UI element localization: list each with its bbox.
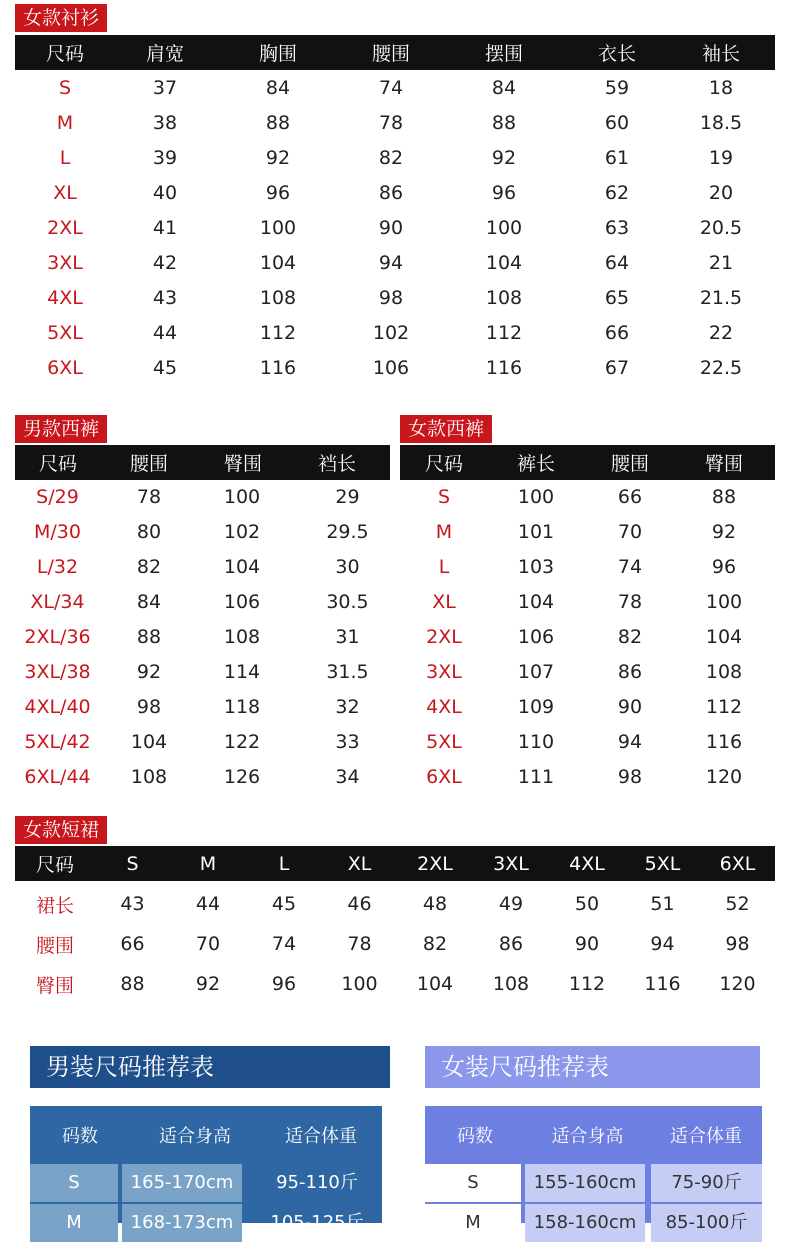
- header-cell: 腰围: [371, 43, 410, 65]
- table-cell: 120: [719, 973, 756, 995]
- table-cell: 100: [223, 486, 261, 508]
- size-label: L: [438, 556, 450, 578]
- table-cell: 168-173cm: [122, 1204, 242, 1242]
- table-cell: 96: [711, 556, 737, 578]
- table-cell: 101: [517, 521, 555, 543]
- table-cell: 41: [152, 217, 178, 239]
- table-cell: 86: [378, 182, 404, 204]
- header-cell: 适合体重: [285, 1126, 357, 1147]
- table-row: [400, 585, 772, 619]
- women-recommend-header: [425, 1106, 762, 1164]
- size-label: L/32: [36, 556, 79, 578]
- table-cell: 165-170cm: [122, 1164, 242, 1202]
- table-cell: 108: [130, 766, 168, 788]
- table-row: [15, 176, 775, 210]
- table-row: [400, 760, 772, 794]
- header-cell: 码数: [62, 1126, 98, 1147]
- table-cell: 20.5: [699, 217, 743, 239]
- table-row: [15, 211, 775, 245]
- header-cell: 适合身高: [551, 1126, 624, 1147]
- header-cell: S: [126, 852, 139, 875]
- table-cell: 112: [485, 322, 523, 344]
- size-label: S: [58, 77, 72, 99]
- table-cell: 109: [517, 696, 555, 718]
- table-row: [0, 515, 394, 549]
- table-cell: 92: [136, 661, 162, 683]
- size-label: M: [56, 112, 74, 134]
- table-cell: 38: [152, 112, 178, 134]
- table-cell: 80: [136, 521, 162, 543]
- table-row: [15, 316, 775, 350]
- table-cell: 30.5: [326, 591, 369, 613]
- table-cell: 90: [378, 217, 404, 239]
- header-cell: 码数: [457, 1126, 493, 1147]
- table-cell: 59: [604, 77, 630, 99]
- table-cell: 102: [223, 521, 261, 543]
- table-cell: 61: [604, 147, 630, 169]
- table-cell: 92: [195, 973, 221, 995]
- header-cell: 胸围: [258, 43, 297, 65]
- table-cell: 108: [492, 973, 530, 995]
- table-row: [15, 351, 775, 385]
- table-cell: 65: [604, 287, 630, 309]
- header-cell: XL: [347, 852, 372, 875]
- table-cell: 50: [574, 893, 600, 915]
- table-cell: 112: [259, 322, 297, 344]
- size-label: L: [59, 147, 71, 169]
- table-cell: 108: [259, 287, 297, 309]
- table-cell: 49: [498, 893, 524, 915]
- table-row: [400, 480, 772, 514]
- men-pants-title: 男款西裤: [15, 415, 107, 443]
- table-cell: 42: [152, 252, 178, 274]
- table-cell: 78: [347, 933, 372, 955]
- size-label: 5XL: [426, 731, 462, 753]
- size-label: 6XL: [47, 357, 83, 379]
- table-cell: 20: [708, 182, 734, 204]
- table-row: [0, 585, 394, 619]
- table-row: [400, 725, 772, 759]
- table-cell: 66: [120, 933, 145, 955]
- table-cell: 98: [136, 696, 162, 718]
- table-cell: 75-90斤: [651, 1164, 762, 1202]
- table-cell: 67: [604, 357, 630, 379]
- table-cell: 46: [347, 893, 372, 915]
- size-label: S: [437, 486, 451, 508]
- table-cell: 66: [617, 486, 643, 508]
- table-cell: 126: [223, 766, 261, 788]
- table-row: [15, 281, 775, 315]
- table-cell: 114: [223, 661, 261, 683]
- header-cell: 腰围: [129, 453, 168, 475]
- table-cell: 158-160cm: [525, 1204, 645, 1242]
- table-cell: 31: [335, 626, 360, 648]
- table-cell: 116: [485, 357, 523, 379]
- table-cell: 22: [708, 322, 734, 344]
- table-cell: 44: [152, 322, 178, 344]
- table-row: [0, 620, 394, 654]
- table-row: [15, 71, 775, 105]
- table-cell: 22.5: [699, 357, 743, 379]
- table-cell: 108: [485, 287, 523, 309]
- table-cell: 29: [335, 486, 360, 508]
- table-cell: 78: [378, 112, 404, 134]
- women-skirt-title: 女款短裙: [15, 816, 107, 844]
- men-pants-header: [15, 445, 390, 480]
- header-cell: 摆围: [484, 43, 523, 65]
- size-label: 4XL: [47, 287, 83, 309]
- table-cell: 78: [617, 591, 643, 613]
- table-cell: 92: [265, 147, 291, 169]
- table-cell: 116: [705, 731, 743, 753]
- size-label: M/30: [34, 521, 81, 543]
- women-shirt-header: [15, 35, 775, 70]
- table-cell: 104: [130, 731, 168, 753]
- table-cell: 88: [120, 973, 145, 995]
- table-row: [15, 141, 775, 175]
- women-pants-header: [400, 445, 775, 480]
- women-recommend-title: 女装尺码推荐表: [425, 1046, 760, 1088]
- table-cell: 96: [265, 182, 291, 204]
- table-cell: 43: [120, 893, 145, 915]
- table-cell: M: [425, 1204, 521, 1242]
- table-cell: 104: [259, 252, 297, 274]
- table-cell: 18.5: [699, 112, 743, 134]
- table-cell: 96: [491, 182, 517, 204]
- table-cell: 84: [136, 591, 162, 613]
- table-cell: 96: [271, 973, 297, 995]
- table-row: [0, 690, 394, 724]
- size-label: 4XL: [426, 696, 462, 718]
- table-cell: 102: [372, 322, 410, 344]
- size-label: 3XL/38: [24, 661, 91, 683]
- table-row: [425, 1204, 762, 1242]
- table-cell: 106: [223, 591, 261, 613]
- table-row: [0, 725, 394, 759]
- header-cell: M: [199, 852, 217, 875]
- table-cell: 51: [650, 893, 675, 915]
- table-cell: 82: [136, 556, 162, 578]
- table-cell: 104: [705, 626, 743, 648]
- table-cell: 30: [335, 556, 360, 578]
- header-cell: 尺码: [424, 453, 463, 475]
- table-cell: 66: [604, 322, 630, 344]
- table-cell: 122: [223, 731, 261, 753]
- table-cell: 74: [378, 77, 404, 99]
- size-label: 2XL: [426, 626, 462, 648]
- table-cell: 92: [491, 147, 517, 169]
- header-cell: 臀围: [704, 453, 743, 475]
- header-cell: 适合身高: [159, 1126, 231, 1147]
- header-cell: L: [278, 852, 290, 875]
- table-row: [15, 106, 775, 140]
- table-cell: 39: [152, 147, 178, 169]
- table-cell: 31.5: [326, 661, 369, 683]
- table-cell: 104: [485, 252, 523, 274]
- size-label: 臀围: [35, 974, 74, 997]
- table-cell: 112: [568, 973, 606, 995]
- table-cell: 74: [617, 556, 643, 578]
- header-cell: 4XL: [569, 852, 605, 875]
- table-cell: 86: [617, 661, 643, 683]
- table-cell: 82: [617, 626, 643, 648]
- header-cell: 裤长: [516, 453, 555, 475]
- table-cell: M: [30, 1204, 118, 1242]
- table-cell: 107: [517, 661, 555, 683]
- table-cell: 33: [335, 731, 360, 753]
- size-label: 2XL: [47, 217, 83, 239]
- header-cell: 2XL: [417, 852, 453, 875]
- table-cell: 21.5: [699, 287, 743, 309]
- table-cell: 104: [517, 591, 555, 613]
- header-cell: 腰围: [610, 453, 649, 475]
- table-row: [400, 620, 772, 654]
- size-label: 腰围: [35, 934, 74, 957]
- size-label: XL/34: [30, 591, 85, 613]
- table-cell: 105-125斤: [270, 1212, 364, 1233]
- header-cell: 臀围: [223, 453, 262, 475]
- table-cell: 111: [517, 766, 555, 788]
- header-cell: 衣长: [597, 43, 636, 65]
- table-cell: 104: [416, 973, 454, 995]
- table-cell: 78: [136, 486, 162, 508]
- table-cell: 88: [265, 112, 291, 134]
- men-recommend-title: 男装尺码推荐表: [30, 1046, 390, 1088]
- table-cell: S: [425, 1164, 521, 1202]
- table-cell: 74: [271, 933, 297, 955]
- size-label: 5XL: [47, 322, 83, 344]
- table-cell: 106: [372, 357, 410, 379]
- table-row: [400, 690, 772, 724]
- table-row: [15, 927, 775, 961]
- table-row: [15, 967, 775, 1001]
- table-cell: 112: [705, 696, 743, 718]
- size-label: 6XL/44: [24, 766, 91, 788]
- table-cell: 52: [725, 893, 750, 915]
- men-recommend-table: [30, 1106, 382, 1233]
- size-label: 6XL: [426, 766, 462, 788]
- table-cell: 98: [617, 766, 643, 788]
- table-cell: 90: [574, 933, 600, 955]
- table-row: [0, 655, 394, 689]
- header-cell: 肩宽: [145, 43, 184, 65]
- table-row: [0, 760, 394, 794]
- table-cell: 84: [265, 77, 291, 99]
- header-cell: 3XL: [493, 852, 529, 875]
- table-cell: 100: [705, 591, 743, 613]
- men-recommend-header: [30, 1106, 382, 1164]
- header-cell: 尺码: [38, 453, 77, 475]
- table-cell: 116: [259, 357, 297, 379]
- table-cell: 82: [422, 933, 448, 955]
- header-cell: 5XL: [644, 852, 681, 875]
- size-label: 5XL/42: [24, 731, 91, 753]
- table-cell: 86: [498, 933, 524, 955]
- table-cell: 155-160cm: [525, 1164, 645, 1202]
- table-cell: 85-100斤: [651, 1204, 762, 1242]
- size-label: 2XL/36: [24, 626, 91, 648]
- header-cell: 6XL: [719, 852, 756, 875]
- table-row: [0, 550, 394, 584]
- table-cell: 98: [378, 287, 404, 309]
- table-row: [30, 1164, 382, 1202]
- table-cell: 118: [223, 696, 261, 718]
- table-cell: 34: [335, 766, 360, 788]
- table-cell: 84: [491, 77, 517, 99]
- size-label: 3XL: [426, 661, 462, 683]
- table-row: [425, 1164, 762, 1202]
- table-cell: 32: [335, 696, 360, 718]
- table-row: [400, 515, 772, 549]
- size-label: S/29: [36, 486, 79, 508]
- table-cell: 92: [711, 521, 737, 543]
- size-label: M: [435, 521, 453, 543]
- table-cell: 45: [271, 893, 297, 915]
- size-label: 3XL: [47, 252, 83, 274]
- table-row: [400, 655, 772, 689]
- table-cell: 44: [195, 893, 221, 915]
- table-row: [15, 246, 775, 280]
- table-cell: 88: [711, 486, 737, 508]
- table-cell: 94: [617, 731, 643, 753]
- table-cell: S: [30, 1164, 118, 1202]
- table-cell: 100: [341, 973, 378, 995]
- table-cell: 62: [604, 182, 630, 204]
- size-label: XL: [53, 182, 77, 204]
- table-cell: 100: [517, 486, 555, 508]
- table-cell: 43: [152, 287, 178, 309]
- table-cell: 19: [708, 147, 734, 169]
- table-cell: 40: [152, 182, 178, 204]
- size-label: XL: [432, 591, 456, 613]
- women-skirt-header: [15, 846, 775, 881]
- table-cell: 108: [223, 626, 261, 648]
- table-cell: 29.5: [326, 521, 369, 543]
- table-cell: 37: [152, 77, 178, 99]
- table-cell: 108: [705, 661, 743, 683]
- size-label: 裙长: [35, 894, 74, 917]
- table-cell: 21: [708, 252, 734, 274]
- table-cell: 104: [223, 556, 261, 578]
- table-cell: 60: [604, 112, 630, 134]
- table-cell: 106: [517, 626, 555, 648]
- header-cell: 裆长: [317, 453, 356, 475]
- table-cell: 64: [604, 252, 630, 274]
- size-label: 4XL/40: [24, 696, 91, 718]
- women-recommend-table: [425, 1106, 762, 1233]
- table-cell: 95-110斤: [276, 1172, 358, 1193]
- table-cell: 70: [195, 933, 221, 955]
- table-cell: 48: [422, 893, 448, 915]
- table-cell: 94: [650, 933, 675, 955]
- table-cell: 103: [517, 556, 555, 578]
- table-cell: 70: [617, 521, 643, 543]
- table-row: [15, 887, 775, 921]
- table-cell: 116: [644, 973, 681, 995]
- table-cell: 18: [708, 77, 734, 99]
- women-pants-title: 女款西裤: [400, 415, 492, 443]
- table-cell: 98: [725, 933, 750, 955]
- table-cell: 90: [617, 696, 643, 718]
- header-cell: 适合体重: [670, 1126, 742, 1147]
- table-row: [400, 550, 772, 584]
- women-shirt-title: 女款衬衫: [15, 4, 107, 32]
- table-cell: 63: [604, 217, 630, 239]
- table-row: [0, 480, 394, 514]
- table-cell: 45: [152, 357, 178, 379]
- table-cell: 100: [485, 217, 523, 239]
- table-row: [30, 1204, 382, 1242]
- header-cell: 尺码: [45, 43, 84, 65]
- header-cell: 袖长: [701, 43, 740, 65]
- header-cell: 尺码: [35, 854, 74, 876]
- table-cell: 88: [136, 626, 162, 648]
- table-cell: 82: [378, 147, 404, 169]
- table-cell: 88: [491, 112, 517, 134]
- table-cell: 120: [705, 766, 743, 788]
- table-cell: 100: [259, 217, 297, 239]
- table-cell: 94: [378, 252, 404, 274]
- table-cell: 110: [517, 731, 555, 753]
